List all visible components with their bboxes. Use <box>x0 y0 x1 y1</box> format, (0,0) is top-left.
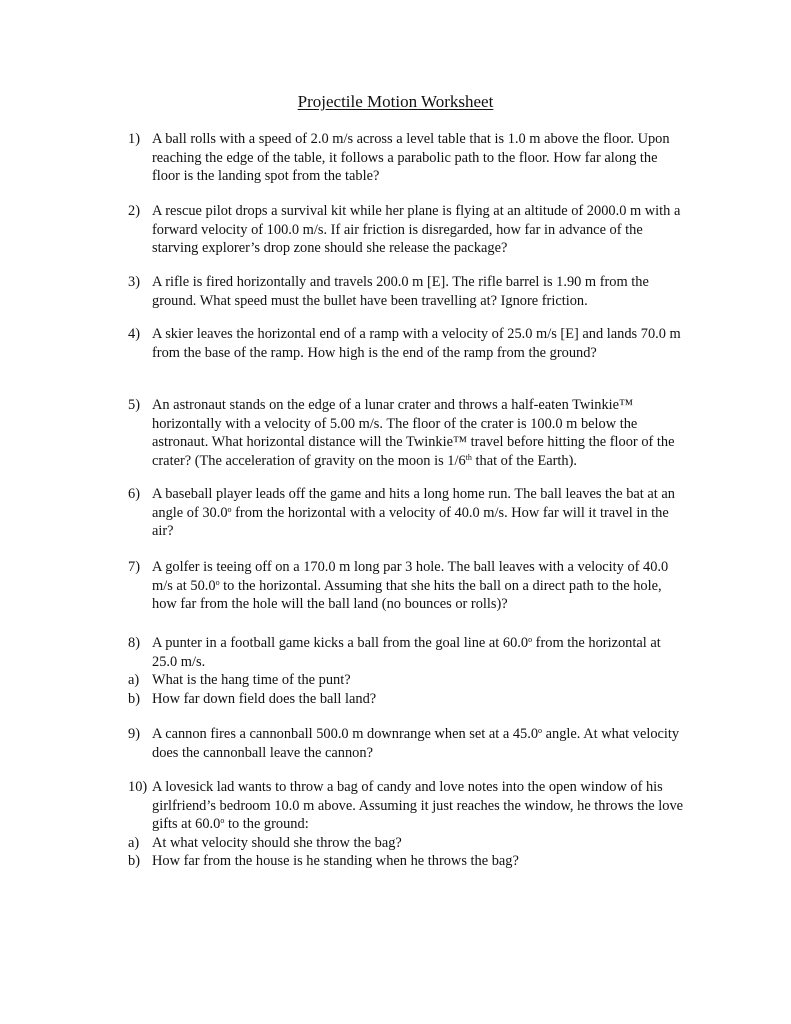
question-number: 1) <box>128 131 140 147</box>
sub-question-10a <box>128 834 688 853</box>
question-text: A rifle is fired horizontally and travels 200.0 m [E]. The rifle barrel is 1.90 m from the ground. What speed must the bullet have been travelling at? Ignore friction. <box>152 274 649 309</box>
sub-question-text: What is the hang time of the punt? <box>152 672 351 688</box>
question-number: 6) <box>128 486 140 502</box>
sub-question-text: How far down field does the ball land? <box>152 690 377 707</box>
question-text-end: to the ground: <box>224 816 309 832</box>
question-number: 8) <box>128 635 140 651</box>
question-text: A rescue pilot drops a survival kit while her plane is flying at an altitude of 2000.0 m with a forward velocity of 100.0 m/s. If air friction is disregarded, how far in advance of the starving explorer’s drop zone should she release the package? <box>152 203 681 256</box>
question-text <box>152 485 688 541</box>
question-7 <box>128 558 688 614</box>
question-text-start: A baseball player leads off the game and hits a long home run. The ball leaves the bat at an angle of 30.0 <box>152 486 675 521</box>
question-text-end: from the horizontal at 25.0 m/s. <box>152 635 661 670</box>
page-title: Projectile Motion Worksheet <box>297 92 494 111</box>
question-10 <box>128 778 688 871</box>
sub-question-10b <box>128 852 688 871</box>
question-number: 5) <box>128 397 140 413</box>
question-text-start: A lovesick lad wants to throw a bag of candy and love notes into the open window of his girlfriend’s bedroom 10.0 m above. Assuming it just reaches the window, he throws the love gifts at 60.0 <box>152 779 684 832</box>
sub-question-label: a) <box>128 672 140 688</box>
question-text-start: An astronaut stands on the edge of a lunar crater and throws a half-eaten Twinkie™ horizontally with a velocity of 5.00 m/s. The floor of the crater is 100.0 m below the astronaut. What horizontal distance will the Twinkie™ travel before hitting the floor of the crater? (The acceleration of gravity on the moon is 1/6 <box>152 397 675 469</box>
question-4 <box>128 325 688 362</box>
degree-symbol: o <box>528 635 533 644</box>
question-2 <box>128 202 688 258</box>
question-text <box>152 634 688 671</box>
question-text <box>152 396 688 470</box>
question-text <box>152 558 688 614</box>
question-3 <box>128 273 688 310</box>
question-text-end: angle. At what velocity does the cannonball leave the cannon? <box>152 726 680 761</box>
question-1 <box>128 130 688 186</box>
sub-question-8a <box>128 671 688 690</box>
sub-question-label: a) <box>128 834 140 851</box>
question-number: 10) <box>128 779 148 795</box>
question-number: 9) <box>128 726 140 742</box>
degree-symbol: o <box>538 726 543 735</box>
sub-question-label: b) <box>128 690 140 707</box>
question-9 <box>128 725 688 762</box>
question-text <box>152 778 688 834</box>
sub-question-label: b) <box>128 853 140 869</box>
sub-question-8b <box>128 690 688 709</box>
question-number: 3) <box>128 274 140 290</box>
question-text: A ball rolls with a speed of 2.0 m/s across a level table that is 1.0 m above the floor. Upon reaching the edge of the table, it follows a parabolic path to the floor. How far along the floor is the landing spot from the table? <box>152 131 670 184</box>
question-text-end: that of the Earth). <box>471 452 577 469</box>
question-number: 4) <box>128 326 140 342</box>
degree-symbol: o <box>220 816 225 825</box>
question-text-start: A punter in a football game kicks a ball from the goal line at 60.0 <box>152 635 529 651</box>
sub-question-text: At what velocity should she throw the bag? <box>152 834 402 851</box>
ordinal-suffix: th <box>465 452 472 462</box>
question-text <box>152 725 688 762</box>
question-6 <box>128 485 688 541</box>
question-text-end: to the horizontal. Assuming that she hits the ball on a direct path to the hole, how far from the hole will the ball land (no bounces or rolls)? <box>152 577 662 612</box>
question-text-end: from the horizontal with a velocity of 40.0 m/s. How far will it travel in the air? <box>152 504 669 539</box>
question-text-start: A golfer is teeing off on a 170.0 m long par 3 hole. The ball leaves with a velocity of 40.0 m/s at 50.0 <box>152 559 669 594</box>
question-number: 2) <box>128 203 140 219</box>
degree-symbol: o <box>227 504 232 514</box>
degree-symbol: o <box>215 577 220 587</box>
sub-question-text: How far from the house is he standing when he throws the bag? <box>152 853 519 869</box>
question-text-start: A cannon fires a cannonball 500.0 m downrange when set at a 45.0 <box>152 726 539 742</box>
question-text: A skier leaves the horizontal end of a ramp with a velocity of 25.0 m/s [E] and lands 70.0 m from the base of the ramp. How high is the end of the ramp from the ground? <box>152 326 681 361</box>
question-number: 7) <box>128 559 140 575</box>
question-5 <box>128 396 688 470</box>
question-8 <box>128 634 688 708</box>
